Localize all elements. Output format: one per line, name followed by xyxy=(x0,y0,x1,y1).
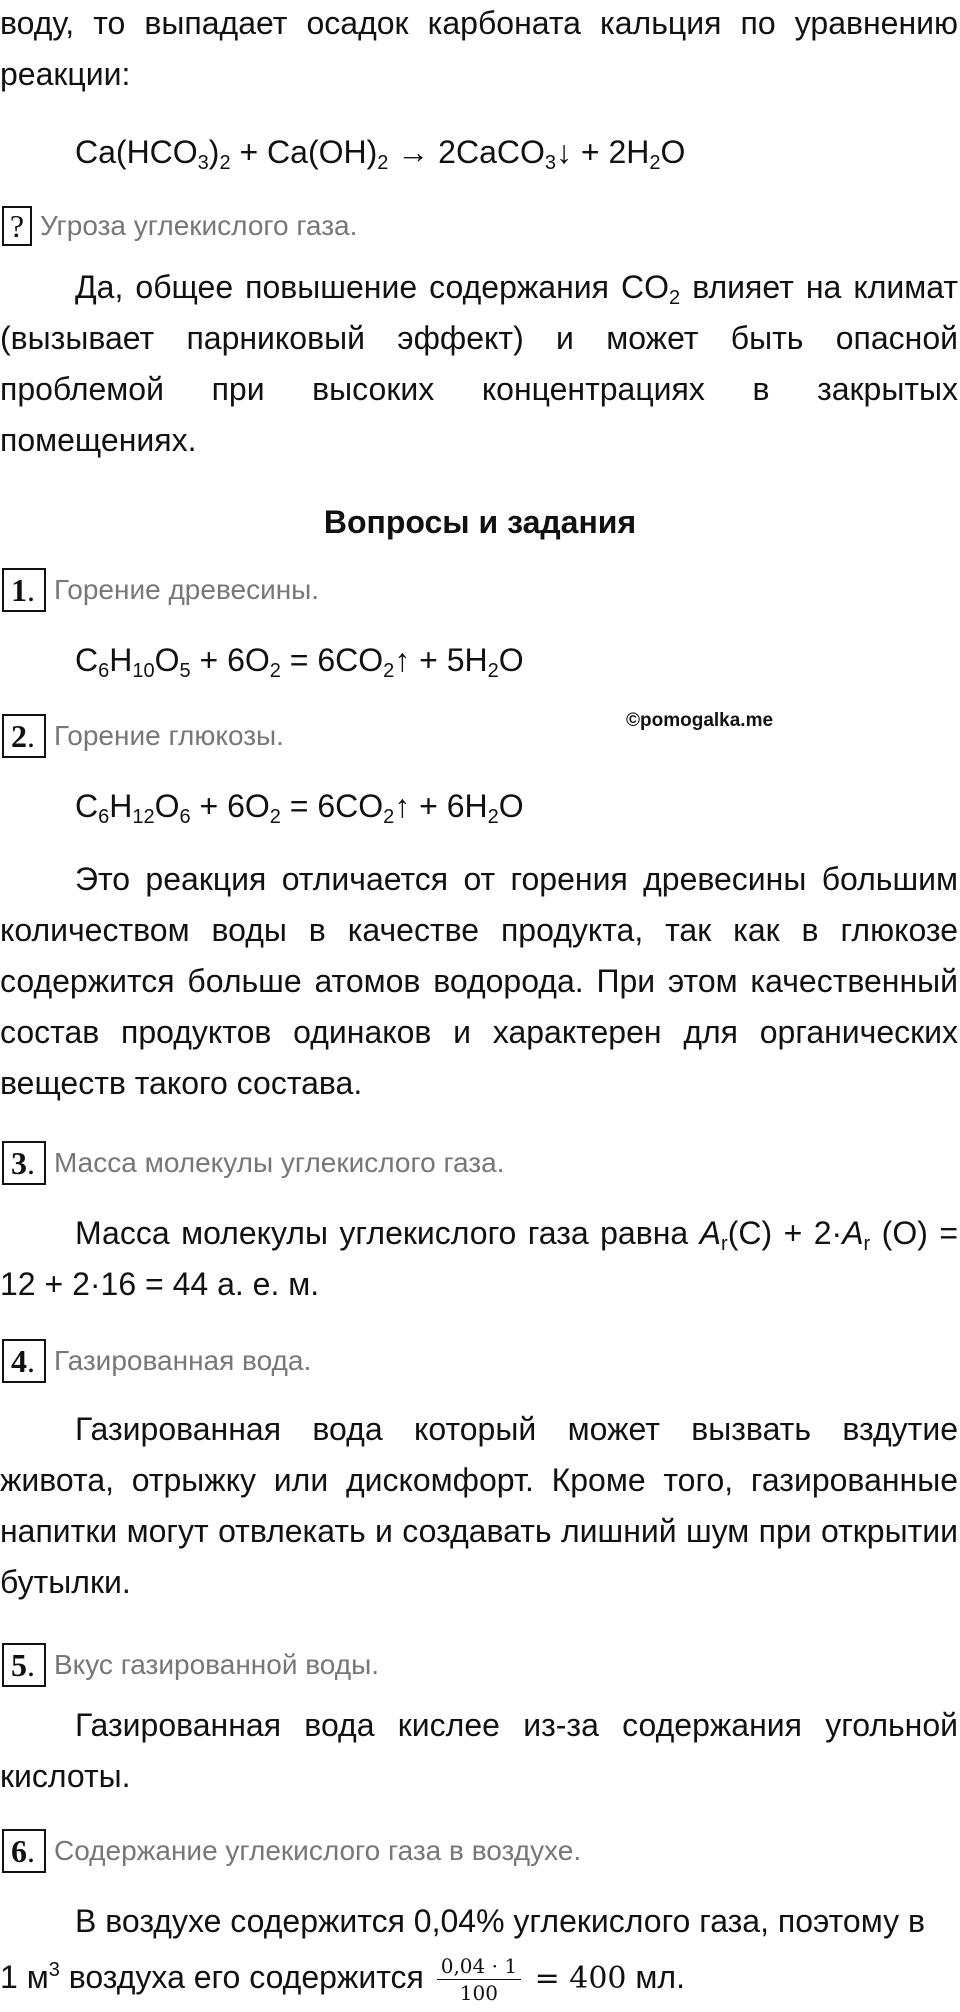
task-3-paragraph xyxy=(0,1208,958,1310)
watermark: ©pomogalka.me xyxy=(626,710,774,731)
task-title: Масса молекулы углекислого газа. xyxy=(54,1147,505,1178)
task-number: 4. xyxy=(2,1339,46,1383)
task-number: 2. xyxy=(2,714,46,758)
task-title: Горение древесины. xyxy=(54,574,320,605)
task-6-line-1: В воздухе содержится 0,04% углекислого газа, поэтому в xyxy=(75,1903,925,1939)
section-heading: Вопросы и задания xyxy=(323,504,637,540)
task-1-header xyxy=(2,568,319,612)
equation-calcium: $Ca(HCO_3)_2 + Ca(OH)_2$ → 2CaCO$_3$↓ + $2H_2O$ xyxy=(75,134,686,174)
task-6-paragraph xyxy=(0,1896,958,2009)
task-5-paragraph xyxy=(0,1700,958,1802)
task-4-text: Газированная вода который может вызвать вздутие живота, отрыжку или дискомфорт. Кроме того, газированные напитки могут отвлекать и создавать лишний шум при открытии бутылки. xyxy=(0,1411,958,1600)
question-marker: ? xyxy=(2,206,32,246)
equation-wood: $C_6H_{10}O_5 + 6O_2$ = $6CO_2↑ + 5H_2O$ xyxy=(75,642,524,682)
equation-glucose: $C_6H_{12}O_6 + 6O_2$ = $6CO_2↑ + 6H_2O$ xyxy=(75,788,524,828)
task-5-text: Газированная вода кислее из-за содержания угольной кислоты. xyxy=(0,1707,958,1794)
threat-text: Да, общее повышение содержания $CO_2$ влияет на климат (вызывает парниковый эффект) и может быть опасной проблемой при высоких концентрациях в закрытых помещениях. xyxy=(0,269,958,458)
task-5-header xyxy=(2,1643,379,1687)
task-number: 3. xyxy=(2,1141,46,1185)
question-threat xyxy=(2,206,357,246)
task-number: 5. xyxy=(2,1643,46,1687)
task-2-paragraph xyxy=(0,854,958,1109)
task-title: Газированная вода. xyxy=(54,1345,312,1376)
task-title: Вкус газированной воды. xyxy=(54,1649,379,1680)
threat-paragraph xyxy=(0,262,958,466)
task-2-header xyxy=(2,714,284,758)
task-6-line-2: 1 $м^3$ воздуха его содержится $\frac{0,04 \cdot 1}{100}$ = 400 мл. xyxy=(0,1954,685,2006)
task-title: Содержание углекислого газа в воздухе. xyxy=(54,1835,582,1866)
task-6-header xyxy=(2,1829,581,1873)
fraction: $\frac{0,04 \cdot 1}{100}$ xyxy=(437,1955,521,2004)
task-4-paragraph xyxy=(0,1404,958,1608)
task-2-text: Это реакция отличается от горения древесины большим количеством воды в качестве продукта, так как в глюкозе содержится больше атомов водорода. При этом качественный состав продуктов одинаков и характерен для органических веществ такого состава. xyxy=(0,861,958,1101)
intro-text: воду, то выпадает осадок карбоната кальция по уравнению реакции: xyxy=(0,5,958,92)
task-4-header xyxy=(2,1339,311,1383)
intro-paragraph xyxy=(0,0,958,100)
task-3-header xyxy=(2,1141,505,1185)
task-number: 6. xyxy=(2,1829,46,1873)
question-title: Угроза углекислого газа. xyxy=(40,210,358,241)
task-3-text: Масса молекулы углекислого газа равна $A_r(C) + 2\cdot A_r$ (O) = 12 + 2·16 = 44 а. е. м. xyxy=(0,1215,959,1302)
task-number: 1. xyxy=(2,568,46,612)
task-title: Горение глюкозы. xyxy=(54,720,284,751)
